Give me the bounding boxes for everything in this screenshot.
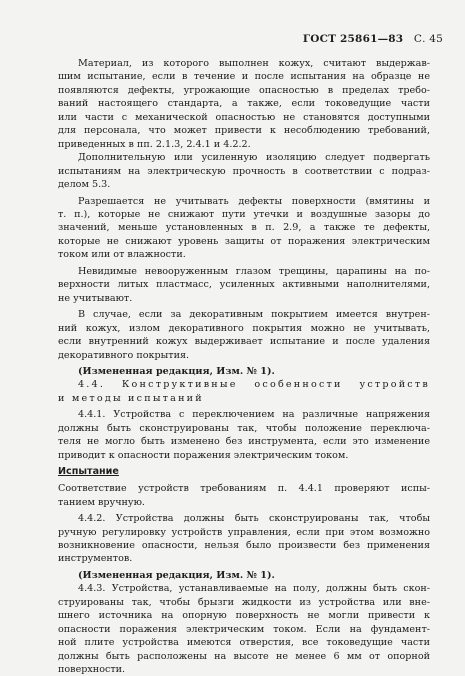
text-line: теля не могло быть изменено без инструмента, если это изменение — [58, 436, 430, 448]
text-line: которые не снижают уровень защиты от поражения электрическим — [58, 235, 430, 247]
text-line: опасности поражения электрическим током. Если на фундамент- — [58, 623, 430, 635]
text-line: 4.4.2. Устройства должны быть сконструированы так, чтобы — [78, 513, 430, 525]
text-line: Материал, из которого выполнен кожух, считают выдержав- — [78, 58, 430, 69]
text-line: ручную регулировку устройств управления, если при этом возможно — [58, 526, 430, 538]
text-line: 4.4.1. Устройства с переключением на различные напряжения — [78, 409, 430, 421]
text-line: приводит к опасности поражения электрическим током. — [58, 449, 349, 461]
text-line: шим испытание, если в течение и после испытания на образце не — [58, 71, 430, 83]
text-line: должны быть расположены на высоте не менее 6 мм от опорной — [58, 650, 430, 662]
text-line: испытаниям на электрическую прочность в соответствии с подраз- — [58, 165, 430, 177]
text-line: приведенных в пп. 2.1.3, 2.4.1 и 4.2.2. — [58, 138, 251, 150]
text-line: током или от влажности. — [58, 249, 186, 261]
text-line: (Измененная редакция, Изм. № 1). — [78, 365, 275, 377]
text-line: ной плите устройства имеются отверстия, все токоведущие части — [58, 637, 430, 649]
text-line: т. п.), которые не снижают пути утечки и воздушные зазоры до — [58, 208, 430, 220]
text-line: 4.4. Конструктивные особенности устройств — [78, 379, 430, 391]
text-line: декоративного покрытия. — [58, 349, 190, 361]
section-heading: Испытание — [58, 466, 119, 478]
text-line: для персонала, что может привести к несоблюдению требований, — [58, 125, 430, 137]
text-line: если внутренний кожух выдерживает испытание и после удаления — [58, 336, 430, 348]
text-line: 4.4.3. Устройства, устанавливаемые на полу, должны быть скон- — [78, 583, 430, 595]
text-line: инструментов. — [58, 553, 133, 565]
text-line: В случае, если за декоративным покрытием имеется внутрен- — [78, 309, 430, 321]
page-header — [303, 33, 443, 45]
text-line: Дополнительную или усиленную изоляцию следует подвергать — [78, 152, 430, 164]
text-line: должны быть сконструированы так, чтобы положение переключа- — [58, 422, 430, 434]
text-line: возникновение опасности, нельзя было произвести без применения — [58, 539, 430, 551]
text-line: ваний настоящего стандарта, а также, если токоведущие части — [58, 98, 430, 110]
text-line: и методы испытаний — [58, 392, 204, 404]
text-line: значений, меньше установленных в п. 2.9, а также те дефекты, — [58, 222, 430, 234]
text-line: ний кожух, излом декоративного покрытия можно не учитывать, — [58, 322, 430, 334]
text-line: Соответствие устройств требованиям п. 4.4.1 проверяют испы- — [58, 483, 430, 495]
text-line: или части с механической опасностью не становятся доступными — [58, 111, 430, 123]
body-text — [58, 54, 430, 676]
text-line: появляются дефекты, угрожающие опасностью в пределах требо- — [58, 84, 430, 96]
text-line: не учитывают. — [58, 292, 133, 304]
page-number: С. 45 — [413, 33, 443, 45]
standard-number: ГОСТ 25861—83 — [302, 33, 404, 45]
text-line: делом 5.3. — [58, 179, 111, 191]
text-line: танием вручную. — [58, 496, 145, 508]
text-line: шнего источника на опорную поверхность не могли привести к — [58, 610, 430, 622]
text-line: Разрешается не учитывать дефекты поверхности (вмятины и — [78, 195, 430, 207]
text-line: Невидимые невооруженным глазом трещины, царапины на по- — [78, 265, 430, 277]
text-line: поверхности. — [58, 664, 126, 676]
text-line: (Измененная редакция, Изм. № 1). — [78, 569, 275, 581]
text-line: верхности литых пластмасс, усиленных активными наполнителями, — [58, 279, 430, 291]
text-line: струированы так, чтобы брызги жидкости из устройства или вне- — [58, 596, 430, 608]
